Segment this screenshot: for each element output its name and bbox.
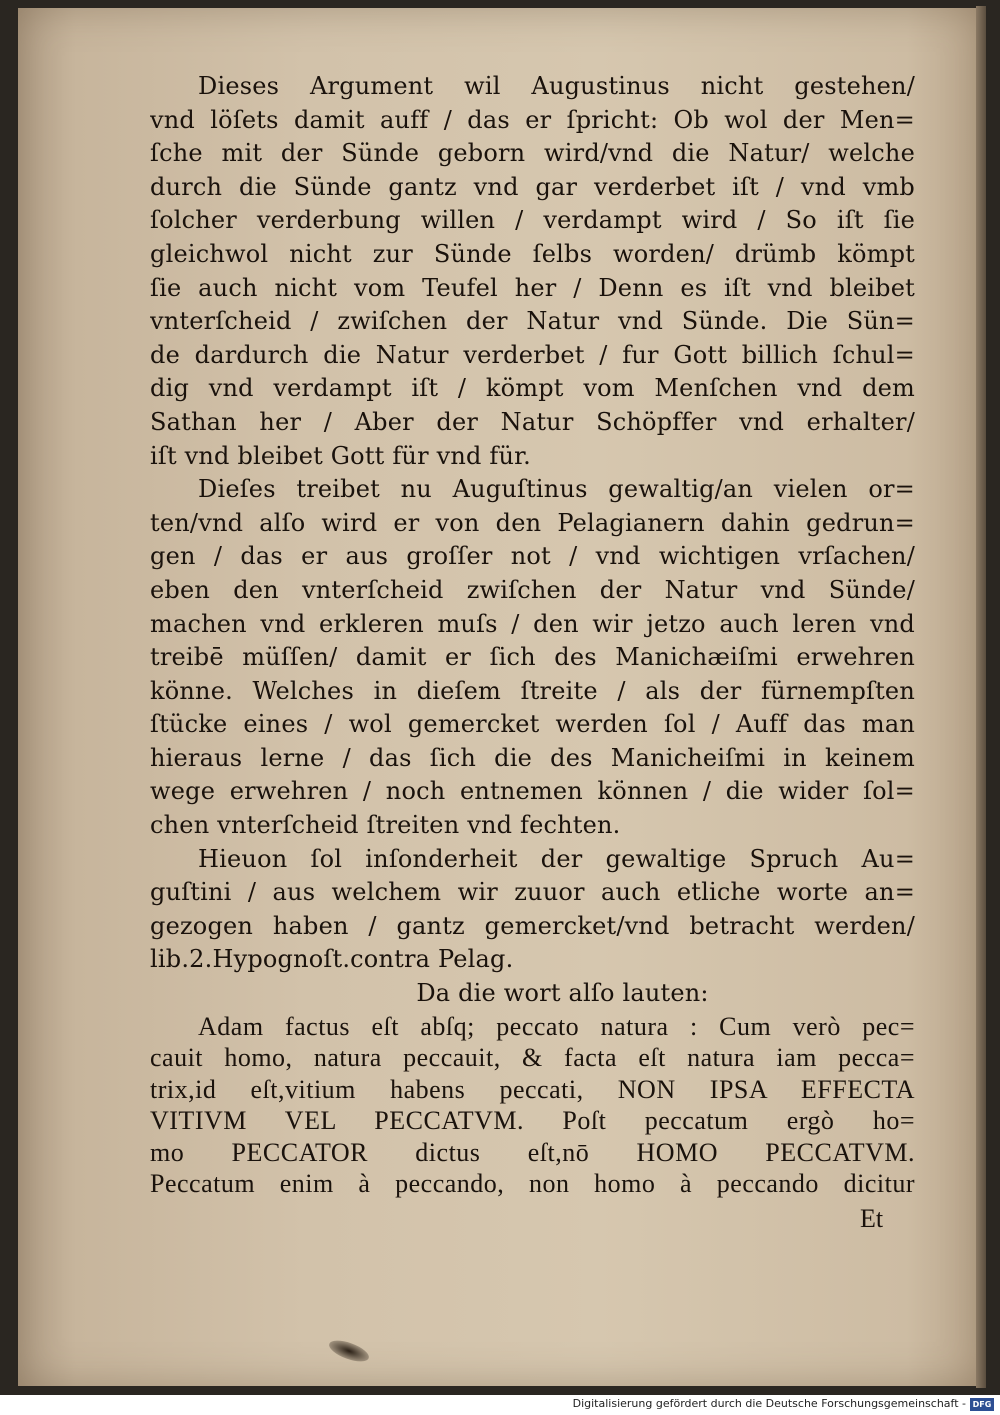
text-line: Dieſes treibet nu Auguſtinus gewaltig/an vielen or=	[198, 475, 915, 504]
text-line: machen vnd erkleren muſs / den wir jetzo auch leren vnd	[150, 609, 915, 638]
section-heading: Da die wort alſo lauten:	[416, 979, 709, 1008]
text-line: vnd löſets damit auff / das er ſpricht: Ob wol der Men=	[150, 105, 915, 134]
text-line: eben den vnterſcheid zwiſchen der Natur vnd Sünde/	[150, 575, 915, 604]
text-line: treibē müſſen/ damit er ſich des Manichæiſmi erwehren	[150, 643, 915, 672]
latin-line: Adam factus eſt abſq; peccato natura : Cum verò pec=	[198, 1011, 915, 1041]
ink-smudge	[327, 1336, 372, 1365]
text-line: guſtini / aus welchem wir zuuor auch etliche worte an=	[150, 878, 915, 907]
text-line: Hieuon ſol inſonderheit der gewaltige Spruch Au=	[198, 844, 915, 873]
funding-credit: Digitalisierung gefördert durch die Deutsche Forschungsgemeinschaft -	[572, 1397, 966, 1410]
page-text	[150, 70, 915, 1200]
text-line: iſt vnd bleibet Gott für vnd für.	[150, 441, 531, 470]
dfg-logo-icon: DFG	[970, 1398, 994, 1411]
footer-bar	[0, 1395, 1000, 1415]
text-line: vnterſcheid / zwiſchen der Natur vnd Sünde. Die Sün=	[150, 307, 915, 336]
text-line: ſche mit der Sünde geborn wird/vnd die Natur/ welche	[150, 139, 915, 168]
latin-line: VITIVM VEL PECCATVM. Poſt peccatum ergò ho=	[150, 1106, 915, 1136]
text-line: ſolcher verderbung willen / verdampt wird / So iſt ſie	[150, 206, 915, 235]
text-line: könne. Welches in dieſem ſtreite / als der fürnempſten	[150, 676, 915, 705]
latin-line: cauit homo, natura peccauit, & facta eſt natura iam pecca=	[150, 1043, 915, 1073]
text-line: gezogen haben / gantz gemercket/vnd betracht werden/	[150, 911, 915, 940]
text-line: ſtücke eines / wol gemercket werden ſol / Auff das man	[150, 710, 915, 739]
text-line: hieraus lerne / das ſich die des Manicheiſmi in keinem	[150, 743, 915, 772]
text-line: Dieses Argument wil Augustinus nicht gestehen/	[198, 72, 915, 100]
text-line: ſie auch nicht vom Teufel her / Denn es iſt vnd bleibet	[150, 273, 915, 302]
page-edge	[976, 6, 986, 1388]
text-line: ten/vnd alſo wird er von den Pelagianern dahin gedrun=	[150, 508, 915, 537]
latin-line: trix,id eſt,vitium habens peccati, NON IPSA EFFECTA	[150, 1074, 915, 1104]
text-line: gleichwol nicht zur Sünde ſelbs worden/ drümb kömpt	[150, 239, 915, 268]
text-line: chen vnterſcheid ſtreiten vnd fechten.	[150, 811, 621, 840]
text-line: gen / das er aus groſſer not / vnd wichtigen vrſachen/	[150, 542, 915, 571]
text-line: durch die Sünde gantz vnd gar verderbet iſt / vnd vmb	[150, 172, 915, 201]
catchword: Et	[860, 1204, 884, 1233]
latin-line: mo PECCATOR dictus eſt,nō HOMO PECCATVM.	[150, 1137, 915, 1167]
text-line: wege erwehren / noch entnemen können / die wider ſol=	[150, 777, 915, 806]
text-line: dig vnd verdampt iſt / kömpt vom Menſchen vnd dem	[150, 374, 915, 403]
text-line: de dardurch die Natur verderbet / fur Gott billich ſchul=	[150, 340, 915, 369]
text-line: lib.2.Hypognoſt.contra Pelag.	[150, 945, 514, 974]
latin-quotation	[150, 1011, 915, 1200]
latin-line: Peccatum enim à peccando, non homo à peccando dicitur	[150, 1169, 915, 1199]
text-line: Sathan her / Aber der Natur Schöpffer vnd erhalter/	[150, 407, 915, 436]
